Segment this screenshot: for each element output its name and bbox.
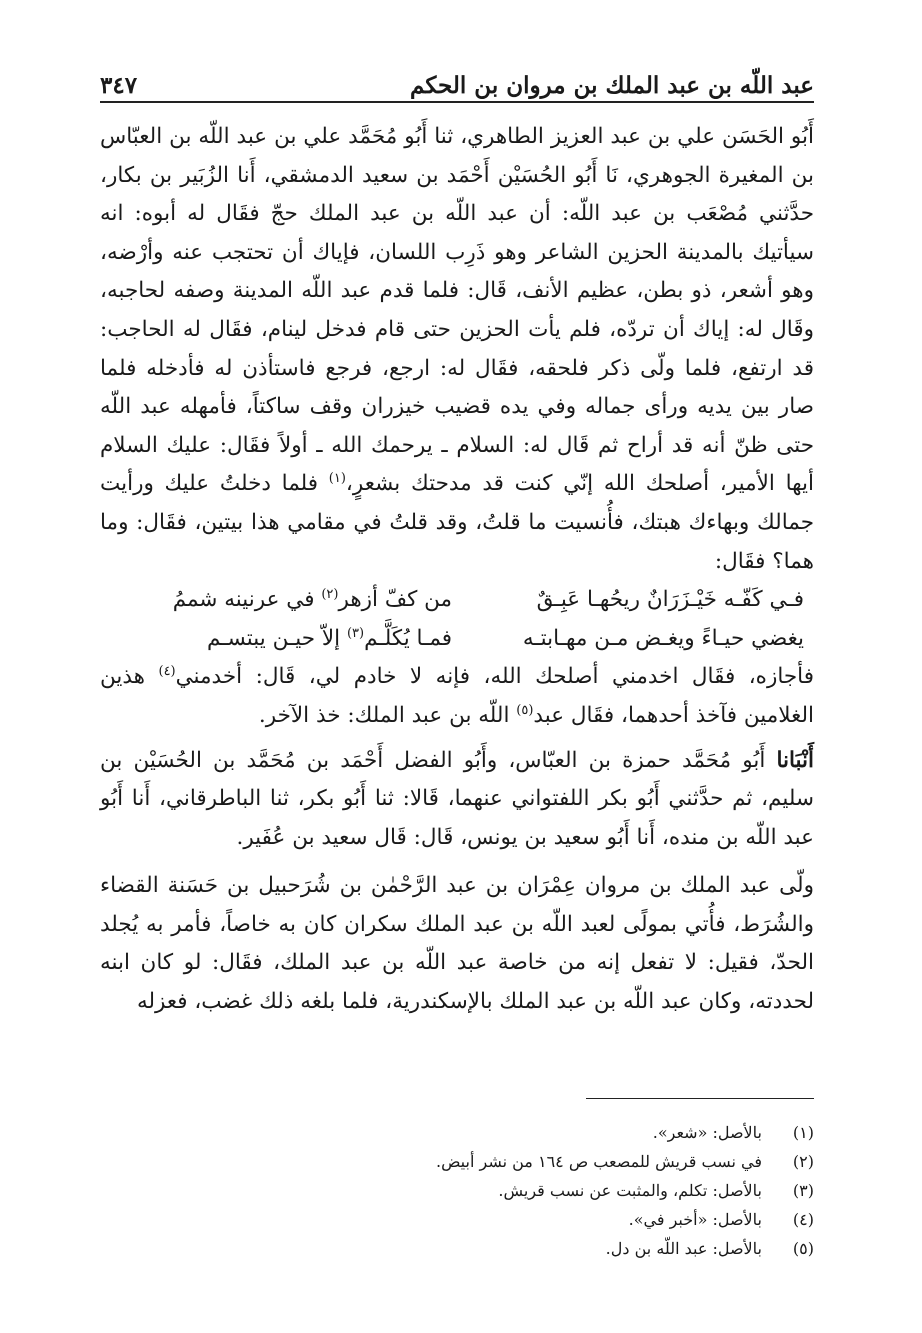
footnote-number: (٢) [792,1152,814,1171]
footnote-number: (٣) [792,1181,814,1200]
footnote [100,1205,814,1234]
hemistich-text: في عرنينه شممُ [172,587,322,613]
paragraph-isnad [100,742,814,858]
hemistich-right: يغضي حيـاءً ويغـض مـن مهـابتـه [522,625,804,651]
hemistich-left [140,581,452,620]
footnote-marker: (١) [328,471,346,487]
lead-word: أَنْبَانا [776,747,814,773]
running-header [100,62,814,102]
footnote-text: بالأصل: «أخبر في». [628,1210,762,1229]
footnote-marker: (٢) [321,586,339,602]
footnote-text: في نسب قريش للمصعب ص ١٦٤ من نشر أبيض. [435,1152,762,1171]
hemistich-left [140,620,452,659]
paragraph-text: فأجازه، فقَال اخدمني أصلحك الله، فإنه لا خادم لي، قَال: أخدمني [175,664,814,690]
paragraph-account [100,867,814,1021]
footnote-marker: (٣) [346,625,365,641]
page-number: ٣٤٧ [100,72,138,99]
hemistich-right: فـي كَفّـه خَيْـزَرَانٌ ريحُهـا عَبِـقٌ [536,587,804,613]
paragraph-text: أَبُو مُحَمَّد حمزة بن العبّاس، وأَبُو الفضل أَحْمَد بن مُحَمَّد بن الحُسَيْن بن سليم، ثم حدَّثني أَبُو بكر اللفتواني عنهما، قَالا: ثنا أَبُو بكر، ثنا الباطرقاني، أَنا أَبُو عبد اللّه بن منده، أَنا أَبُو سعيد بن يونس، قَال: قَال سعيد بن عُفَير. [100,747,814,850]
poem [100,581,814,658]
paragraph-text: ولّى عبد الملك بن مروان عِمْرَان بن عبد الرَّحْمٰن بن شُرَحبيل بن حَسَنة القضاء والشُرَط، فأُتي بمولًى لعبد اللّه بن عبد الملك سكران كان به خاصاً، فأمر به يُجلد الحدّ، فقيل: لا تفعل إنه من خاصة عبد اللّه بن عبد الملك، فقَال: لو كان ابنه لحددته، وكان عبد اللّه بن عبد الملك بالإسكندرية، فلما بلغه ذلك غضب، فعزله [100,873,814,1015]
paragraph-continuation [100,658,814,735]
paragraph-narration [100,118,814,581]
hemistich-text: من كفّ أزهر [338,587,453,613]
footnote [100,1176,814,1205]
footnote-number: (١) [792,1123,814,1142]
footnote-text: بالأصل: «شعر». [652,1123,762,1142]
footnote-marker: (٥) [516,702,534,718]
main-text [100,118,814,1022]
footnotes [100,1118,814,1263]
paragraph-text: فلما دخلتُ عليك ورأيت جمالك وبهاءك هبتك، فأُنسيت ما قلتُ، وقد قلتُ في مقامي هذا بيتين، فقَال: وما هما؟ فقَال: [100,471,814,574]
footnote [100,1234,814,1263]
paragraph-text: هذين الغلامين فآخذ أحدهما، فقَال عبد [100,664,814,728]
footnote-text: بالأصل: عبد اللّه بن دل. [605,1239,762,1258]
footnote-text: بالأصل: تكلم، والمثبت عن نسب قريش. [498,1181,762,1200]
footnote-number: (٥) [792,1239,814,1258]
footnote [100,1118,814,1147]
footnote-rule [586,1098,814,1099]
running-title: عبد اللّه بن عبد الملك بن مروان بن الحكم [410,72,814,99]
footnote [100,1147,814,1176]
verse-line [100,620,814,659]
verse-line [100,581,814,620]
hemistich-text: فمـا يُكَلَّـم [364,625,453,651]
paragraph-text: أَبُو الحَسَن علي بن عبد العزيز الطاهري، ثنا أَبُو مُحَمَّد علي بن عبد اللّه بن العبّاس بن المغيرة الجوهري، نَا أَبُو الحُسَيْن أَحْمَد بن سعيد الدمشقي، أَنا الزُبَير بن بكار، حدَّثني مُصْعَب بن عبد اللّه: أن عبد اللّه بن عبد الملك حجّ فقَال له أبوه: انه سيأتيك بالمدينة الحزين الشاعر وهو ذَرِب اللسان، فإياك أن تحتجب عنه وأرْضه، وهو أشعر، ذو بطن، عظيم الأنف، قَال: فلما قدم عبد اللّه المدينة وصفه لحاجبه، وقَال له: إياك أن تردّه، فلم يأت الحزين حتى قام فدخل لينام، فقَال له الحاجب: قد ارتفع، فلما ولّى ذكر فلحقه، فقَال له: ارجع، فرجع فاستأذن له فأدخله فلما صار بين يديه ورأى جماله وفي يده قضيب خيزران وقف ساكتاً، فأمهله عبد اللّه حتى ظنّ أنه قد أراح ثم قَال له: السلام ـ يرحمك الله ـ أولاً فقَال: عليك السلام أيها الأمير، أصلحك الله إنّي كنت قد مدحتك بشعرٍ، [100,124,814,497]
hemistich-text: إلاّ حيـن يبتسـم [207,625,347,651]
header-rule [100,101,814,103]
footnote-marker: (٤) [158,664,176,680]
paragraph-text: اللّه بن عبد الملك: خذ الآخر. [258,702,517,728]
footnote-number: (٤) [792,1210,814,1229]
